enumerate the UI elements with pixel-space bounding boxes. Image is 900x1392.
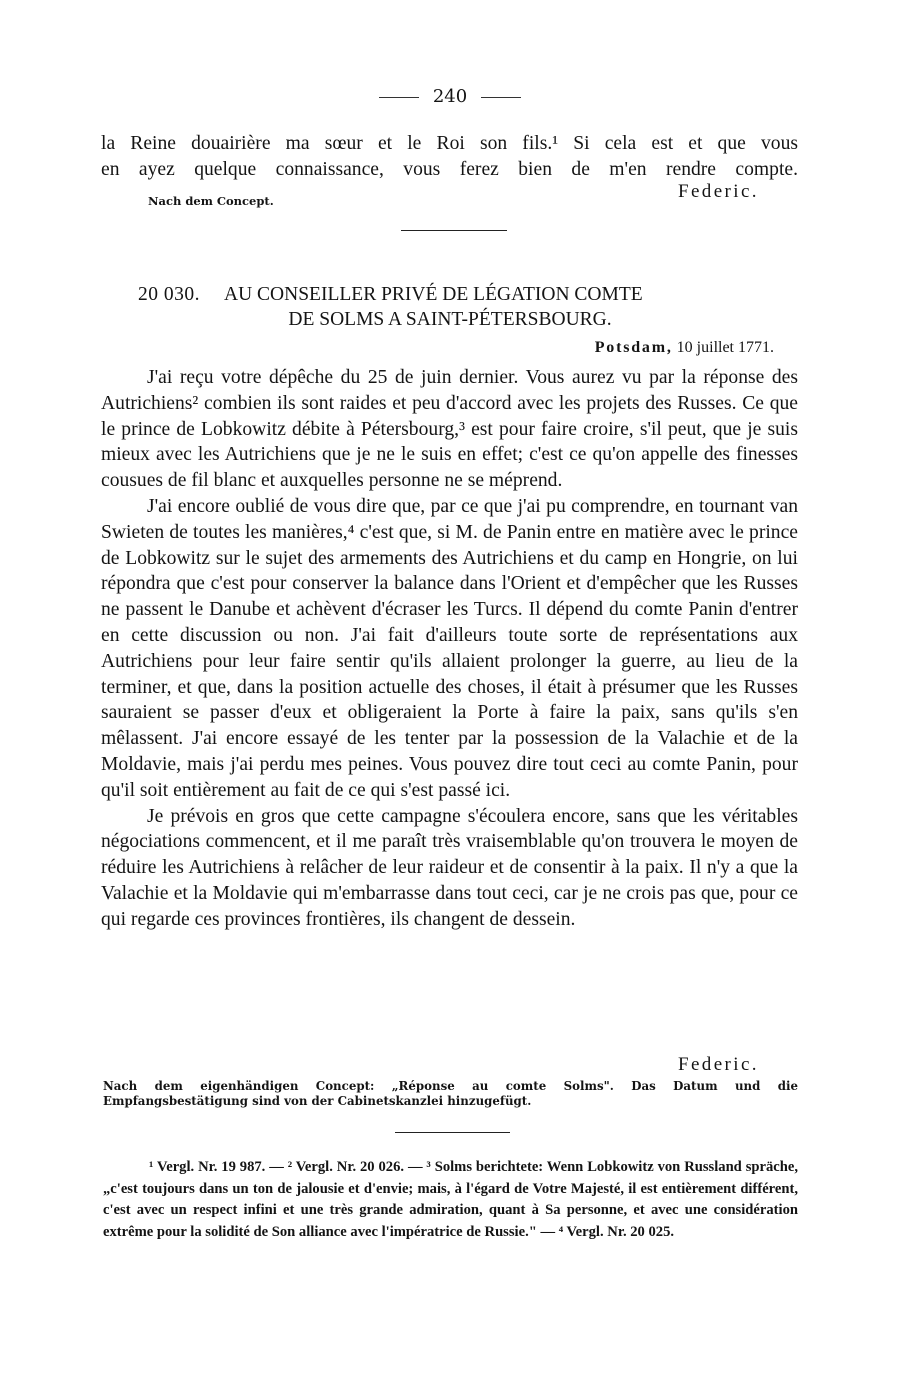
continuation-line-1: la Reine douairière ma sœur et le Roi son fils.¹ Si cela est et que vous xyxy=(101,133,798,154)
footnotes-text: ¹ Vergl. Nr. 19 987. — ² Vergl. Nr. 20 026. — ³ Solms berichtete: Wenn Lobkowitz von Russland spräche, „c'est toujours dans un ton de jalousie et d'envie; mais, à l'égard de Votre Majesté, il est entièrement différent, c'est avec un respect infini et une très grande admiration, quant à Sa personne, et avec une considération extrême pour la solidité de Son alliance avec l'impératrice de Russie." — ⁴ Vergl. Nr. 20 025. xyxy=(103,1159,798,1240)
section-divider xyxy=(401,230,507,231)
letter-body xyxy=(101,365,798,933)
letter-dateline xyxy=(595,339,774,357)
source-note-autograph: Nach dem eigenhändigen Concept: „Réponse au comte Solms". Das Datum und die Empfangsbestätigung sind von der Cabinetskanzlei hinzugefügt. xyxy=(103,1079,798,1108)
letter-date: 10 juillet 1771. xyxy=(676,339,774,356)
signature-second: Federic. xyxy=(678,1054,759,1075)
header-rule-right xyxy=(481,97,521,98)
signature-first: Federic. xyxy=(678,181,759,202)
footnotes xyxy=(103,1157,798,1243)
footnote-divider xyxy=(395,1132,510,1133)
page-number-header xyxy=(0,86,900,107)
header-rule-left xyxy=(379,97,419,98)
letter-place: Potsdam, xyxy=(594,339,673,356)
letter-paragraph-1: J'ai reçu votre dépêche du 25 de juin dernier. Vous aurez vu par la réponse des Autrichiens² combien ils sont raides et peu d'accord avec les projets des Russes. Ce que le prince de Lobkowitz débite à Pétersbourg,³ est pour faire croire, s'il peut, que je suis mieux avec les Autrichiens que je ne le suis en effet; c'est ce qu'on appelle des finesses cousues de fil blanc et auxquelles personne ne se méprend. xyxy=(101,367,798,492)
source-note-concept: Nach dem Concept. xyxy=(148,194,274,208)
letter-heading xyxy=(138,284,778,306)
letter-number: 20 030. xyxy=(138,284,200,305)
page-number: 240 xyxy=(432,86,468,107)
continuation-line-2: en ayez quelque connaissance, vous ferez bien de m'en rendre compte. xyxy=(101,158,798,180)
letter-heading-line-2: DE SOLMS A SAINT-PÉTERSBOURG. xyxy=(288,309,612,330)
letter-heading-line-1: AU CONSEILLER PRIVÉ DE LÉGATION COMTE xyxy=(224,284,643,305)
letter-paragraph-2: J'ai encore oublié de vous dire que, par ce que j'ai pu comprendre, en tournant van Swieten de toutes les manières,⁴ c'est que, si M. de Panin entre en matière avec le prince de Lobkowitz sur le sujet des armements des Autrichiens et du camp en Hongrie, on lui répondra que c'est pour conserver la balance dans l'Orient et d'empêcher que les Russes ne passent le Danube et achèvent d'écraser les Turcs. Il dépend du comte Panin d'entrer en cette discussion ou non. J'ai fait d'ailleurs toute sorte de représentations aux Autrichiens pour leur faire sentir qu'ils allaient prolonger la guerre, au lieu de la terminer, et que, dans la position actuelle des choses, il était à présumer que les Russes sauraient se passer d'eux et obligeraient la Porte à faire la paix, sans qu'ils s'en mêlassent. J'ai encore essayé de les tenter par la possession de la Valachie et de la Moldavie, mais j'ai perdu mes peines. Vous pouvez dire tout ceci au comte Panin, pour qu'il soit entièrement au fait de ce qui s'est passé ici. xyxy=(101,495,798,801)
continuation-text xyxy=(101,131,798,183)
letter-paragraph-3: Je prévois en gros que cette campagne s'écoulera encore, sans que les véritables négociations commencent, et il me paraît très vraisemblable qu'on trouvera le moyen de réduire les Autrichiens à relâcher de leur raideur et de consentir à la paix. Il n'y a que la Valachie et la Moldavie qui m'embarrasse dans tout ceci, car je ne crois pas que, pour ce qui regarde ces provinces frontières, ils changent de dessein. xyxy=(101,805,798,930)
